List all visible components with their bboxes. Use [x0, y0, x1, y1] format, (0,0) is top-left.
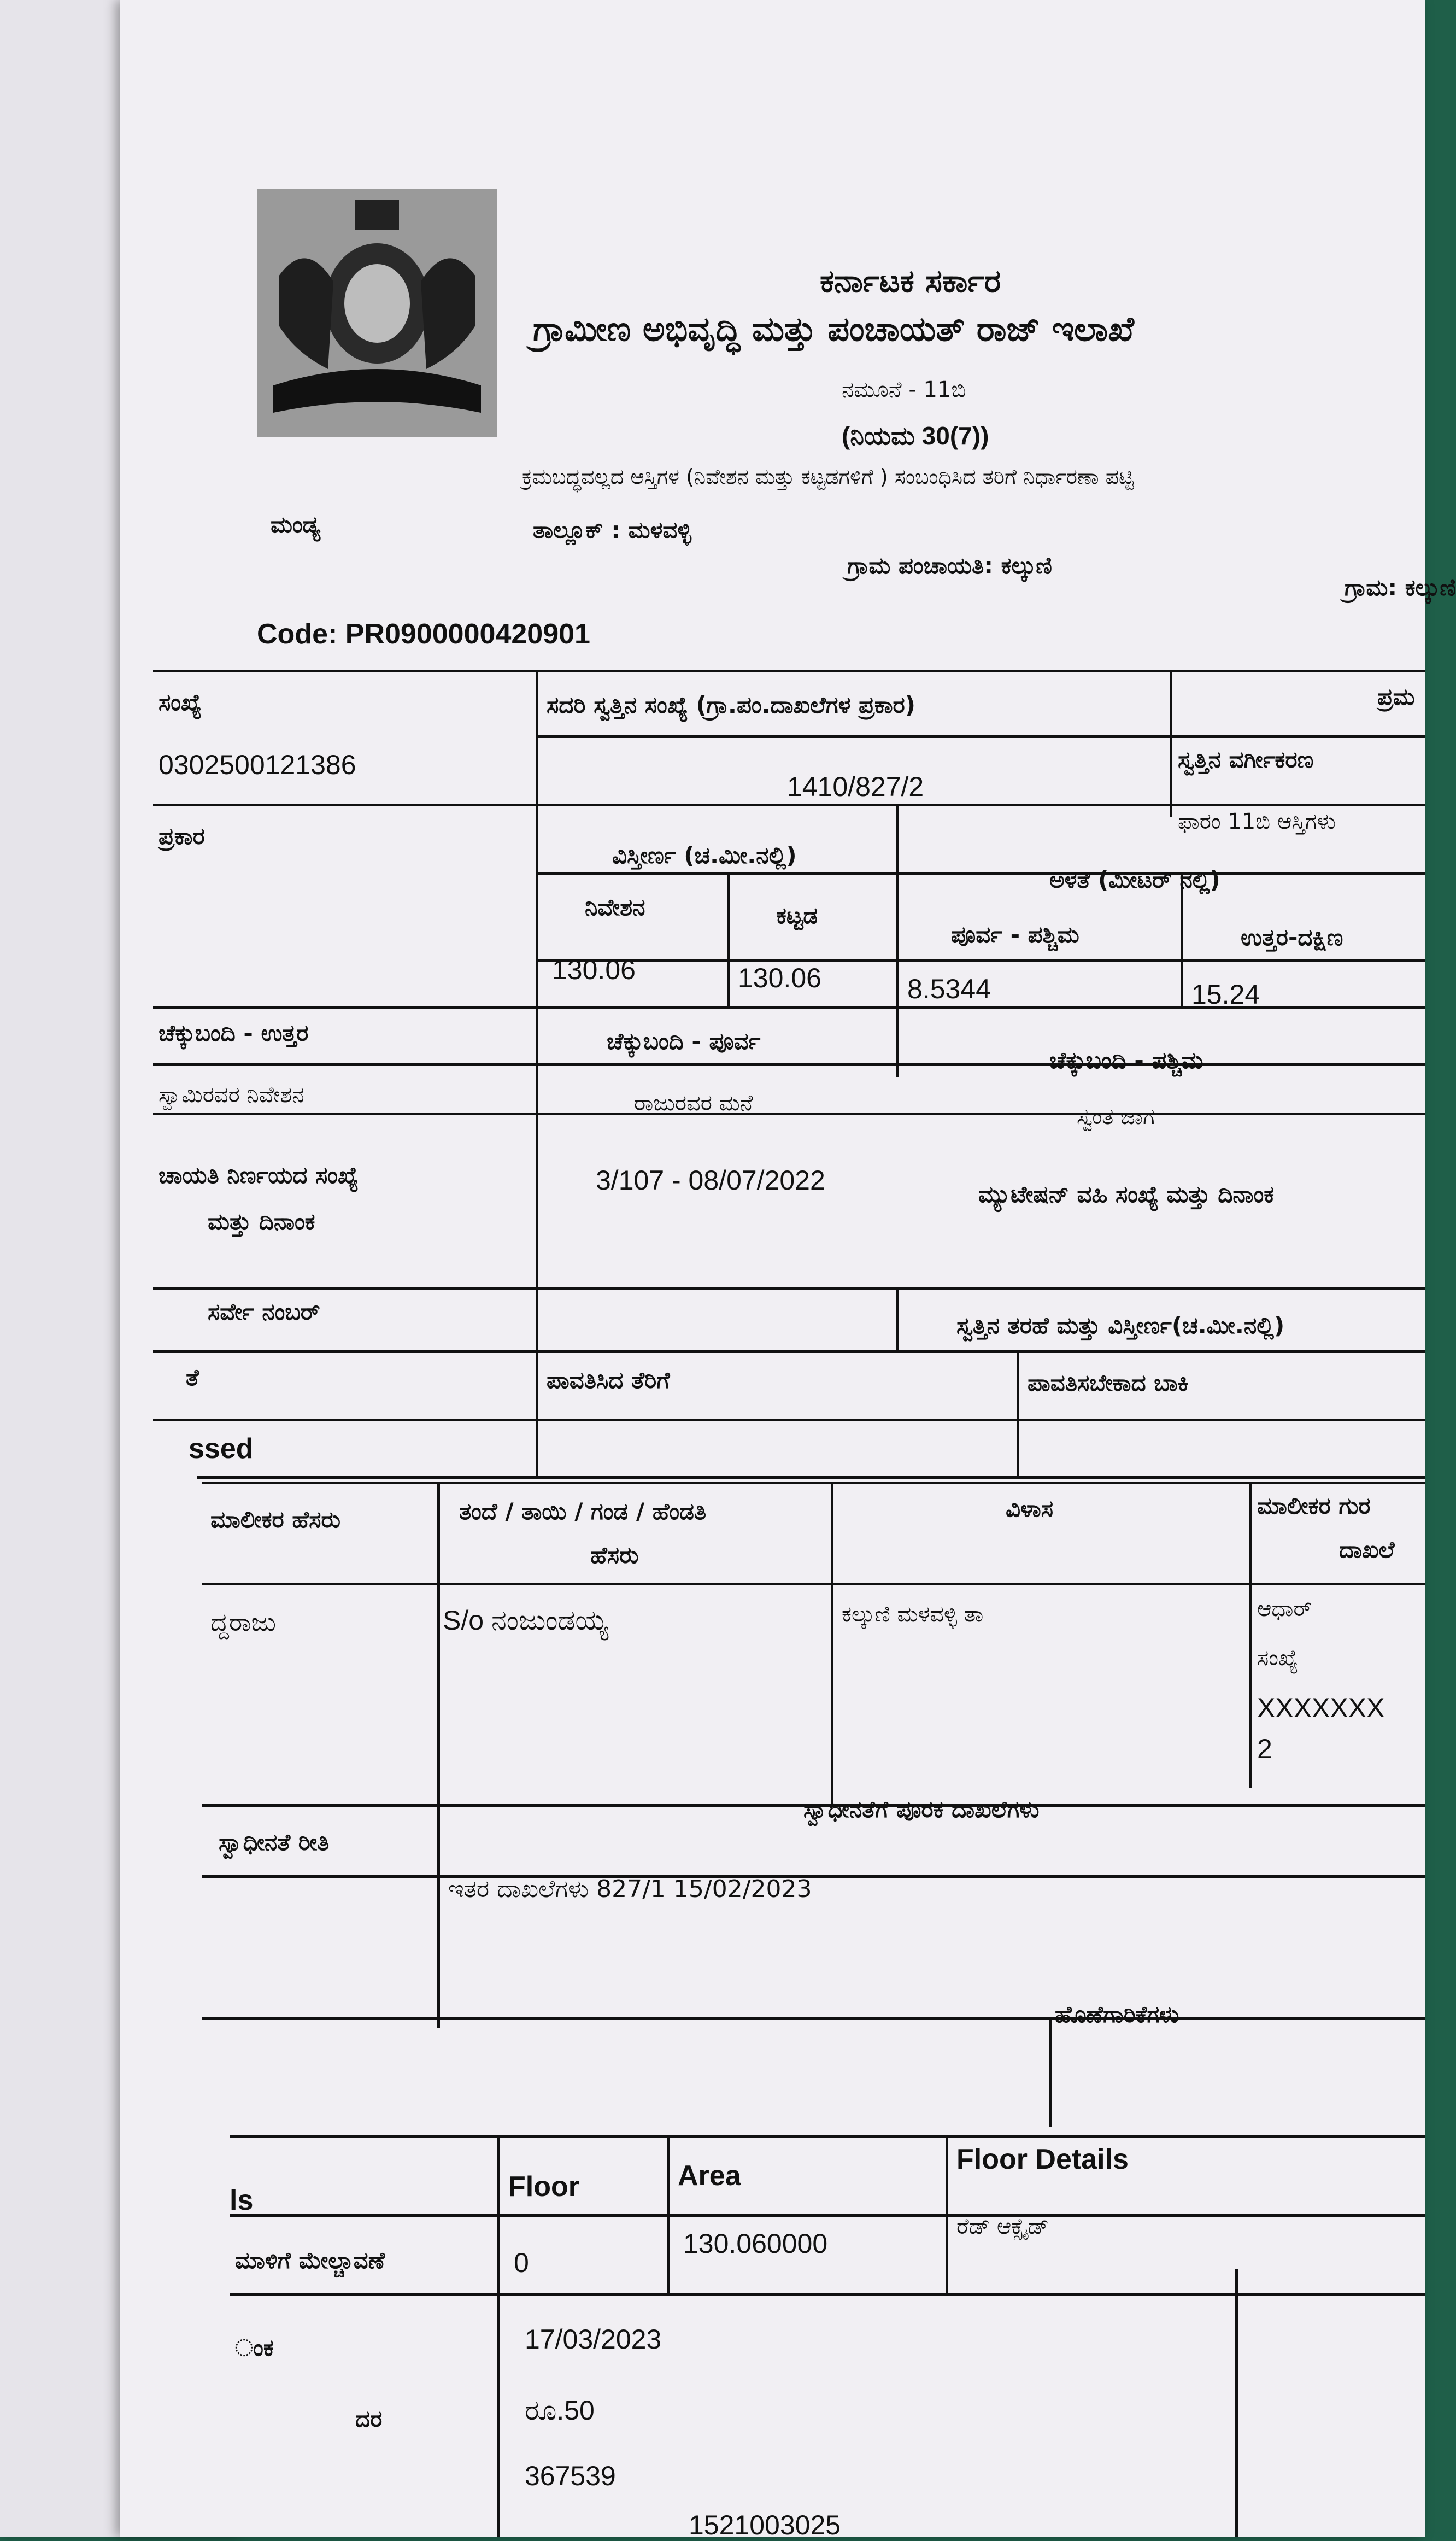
value-boundary-north: ಸ್ವಾಮಿರವರ ನಿವೇಶನ	[158, 1082, 304, 1108]
label-address: ವಿಳಾಸ	[1006, 1495, 1054, 1522]
value-owner-name: ದ್ದರಾಜು	[210, 1607, 277, 1637]
label-floors-cut: ls	[230, 2185, 254, 2216]
district: ಮಂಡ್ಯ	[271, 511, 321, 538]
label-floor-details: Floor Details	[956, 2144, 1129, 2175]
value-rate: ರೂ.50	[525, 2395, 595, 2426]
value-number: 0302500121386	[158, 750, 356, 780]
label-boundary-north: ಚೆಕ್ಕುಬಂದಿ - ಉತ್ತರ	[158, 1020, 309, 1046]
label-relation: ತಂದೆ / ತಾಯಿ / ಗಂಡ / ಹೆಂಡತಿ	[459, 1498, 707, 1525]
value-property-number: 1410/827/2	[787, 771, 924, 802]
label-boundary-east: ಚೆಕ್ಕುಬಂದಿ - ಪೂರ್ವ	[607, 1028, 761, 1055]
label-floor: Floor	[508, 2171, 579, 2203]
label-owner-doc: ದಾಖಲೆ	[1339, 1536, 1395, 1563]
label-property-nature: ಸ್ವತ್ತಿನ ತರಹೆ ಮತ್ತು ವಿಸ್ತೀರ್ಣ(ಚ.ಮೀ.ನಲ್ಲಿ)	[956, 1312, 1285, 1339]
value-site-area: 130.06	[552, 955, 636, 985]
label-balance: ಪಾವತಿಸಬೇಕಾದ ಬಾಕಿ	[1028, 1369, 1189, 1396]
value-address: ಕಲ್ಕುಣಿ ಮಳವಳ್ಳಿ ತಾ	[842, 1602, 984, 1627]
value-floor-details: ರೆಡ್ ಆಕ್ಸೈಡ್	[956, 2214, 1049, 2239]
rule-number: (ನಿಯಮ 30(7))	[842, 421, 989, 450]
property-code: Code: PR0900000420901	[257, 618, 590, 650]
value-east-west: 8.5344	[907, 974, 991, 1004]
form-number: ನಮೂನೆ - 11ಬಿ	[842, 377, 966, 402]
gram-panchayat: ಗ್ರಾಮ ಪಂಚಾಯತಿ: ಕಲ್ಕುಣಿ	[847, 552, 1052, 579]
label-date: ಂಕ	[235, 2334, 274, 2361]
label-mutation: ಮ್ಯುಟೇಷನ್ ವಹಿ ಸಂಖ್ಯೆ ಮತ್ತು ದಿನಾಂಕ	[978, 1181, 1275, 1208]
value-assessed: ssed	[189, 1433, 254, 1465]
value-floor-area: 130.060000	[683, 2228, 828, 2259]
label-boundary-west: ಚೆಕ್ಕುಬಂದಿ - ಪಶ್ಚಿಮ	[1049, 1047, 1203, 1074]
value-north-south: 15.24	[1191, 979, 1260, 1010]
label-right-cut: ಪ್ರಮ	[1377, 683, 1415, 710]
value-receipt-number: 367539	[525, 2461, 616, 2491]
label-north-south: ಉತ್ತರ-ದಕ್ಷಿಣ	[1241, 924, 1343, 951]
label-type: ಪ್ರಕಾರ	[158, 823, 205, 850]
label-east-west: ಪೂರ್ವ - ಪಶ್ಚಿಮ	[951, 921, 1079, 948]
label-relation-name: ಹೆಸರು	[590, 1542, 639, 1568]
taluk: ತಾಲ್ಲೂಕ್ : ಮಳವಳ್ಳಿ	[533, 517, 691, 543]
value-date: 17/03/2023	[525, 2324, 662, 2355]
label-building: ಕಟ್ಟಡ	[776, 902, 818, 929]
value-resolution: 3/107 - 08/07/2022	[596, 1165, 825, 1196]
value-relation: S/o ನಂಜುಂಡಯ್ಯ	[443, 1605, 608, 1636]
value-id-label: ಸಂಖ್ಯೆ	[1257, 1646, 1299, 1671]
document-page	[120, 0, 1456, 2540]
label-left-cut: ತೆ	[186, 1364, 199, 1391]
value-id-suffix: 2	[1257, 1734, 1272, 1764]
karnataka-emblem	[257, 189, 497, 437]
label-site: ನಿವೇಶನ	[585, 894, 645, 921]
value-bottom-number: 1521003025	[689, 2510, 841, 2540]
label-owner-id: ಮಾಲೀಕರ ಗುರ	[1257, 1492, 1371, 1519]
value-roof-type: ಮಾಳಿಗೆ ಮೇಲ್ಚಾವಣೆ	[235, 2247, 385, 2274]
department-title: ಗ್ರಾಮೀಣ ಅಭಿವೃದ್ಧಿ ಮತ್ತು ಪಂಚಾಯತ್ ರಾಜ್ ಇಲಾಖೆ	[533, 309, 1134, 349]
value-other-docs: ಇತರ ದಾಖಲೆಗಳು 827/1 15/02/2023	[448, 1875, 812, 1903]
label-survey-number: ಸರ್ವೇ ನಂಬರ್	[208, 1298, 320, 1325]
value-boundary-west: ಸ್ವಂತ ಜಾಗ	[1077, 1104, 1155, 1129]
value-id-masked: XXXXXXX	[1257, 1693, 1385, 1723]
value-building-area: 130.06	[738, 963, 821, 993]
label-classification: ಸ್ವತ್ತಿನ ವರ್ಗೀಕರಣ	[1178, 746, 1314, 773]
form-subtitle: ಕ್ರಮಬದ್ಧವಲ್ಲದ ಆಸ್ತಿಗಳ (ನಿವೇಶನ ಮತ್ತು ಕಟ್ಟಡಗಳಿಗೆ ) ಸಂಬಂಧಿಸಿದ ತರಿಗೆ ನಿರ್ಧಾರಣಾ ಪಟ್ಟಿ	[522, 465, 1134, 489]
label-area: Area	[678, 2160, 741, 2192]
village: ಗ್ರಾಮ: ಕಲ್ಕುಣಿ	[1345, 574, 1456, 601]
label-ownership-docs: ಸ್ವಾಧೀನತೆಗೆ ಪೂರಕ ದಾಖಲೆಗಳು	[803, 1796, 1040, 1823]
value-classification: ಫಾರಂ 11ಬಿ ಆಸ್ತಿಗಳು	[1178, 809, 1336, 834]
label-ownership-mode: ಸ್ವಾಧೀನತೆ ರೀತಿ	[219, 1829, 330, 1855]
label-number: ಸಂಖ್ಯೆ	[158, 689, 202, 716]
label-tax-paid: ಪಾವತಿಸಿದ ತೆರಿಗೆ	[547, 1367, 670, 1394]
label-owner-name: ಮಾಲೀಕರ ಹೆಸರು	[210, 1506, 341, 1533]
label-resolution-2: ಮತ್ತು ದಿನಾಂಕ	[208, 1208, 315, 1235]
state-govt-title: ಕರ್ನಾಟಕ ಸರ್ಕಾರ	[820, 262, 1001, 300]
label-extent: ವಿಸ್ತೀರ್ಣ (ಚ.ಮೀ.ನಲ್ಲಿ)	[612, 842, 797, 869]
label-property-number: ಸದರಿ ಸ್ವತ್ತಿನ ಸಂಖ್ಯೆ (ಗ್ರಾ.ಪಂ.ದಾಖಲೆಗಳ ಪ್ರಕಾರ)	[547, 692, 915, 718]
label-rate: ದರ	[355, 2405, 383, 2432]
label-measure: ಅಳತೆ (ಮೀಟರ್ ನಲ್ಲಿ)	[1049, 866, 1220, 893]
value-id-type: ಆಧಾರ್	[1257, 1596, 1312, 1621]
label-liabilities: ಹೊಣೆಗಾರಿಕೆಗಳು	[1055, 2001, 1179, 2028]
value-floor-number: 0	[514, 2247, 529, 2278]
value-boundary-east: ರಾಜುರವರ ಮನೆ	[634, 1091, 753, 1116]
label-resolution-1: ಚಾಯತಿ ನಿರ್ಣಯದ ಸಂಖ್ಯೆ	[158, 1162, 359, 1188]
